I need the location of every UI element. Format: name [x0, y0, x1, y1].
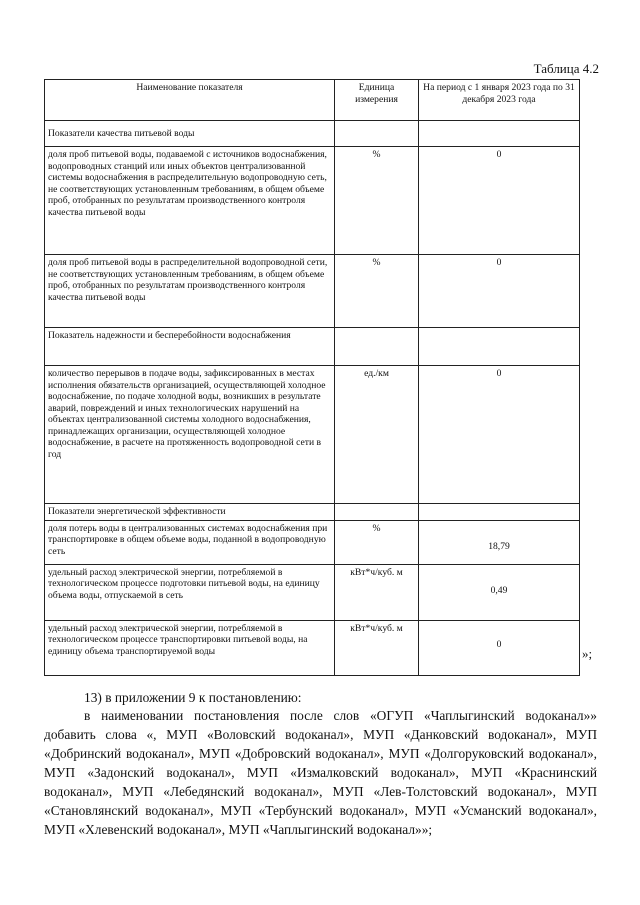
indicator-unit: кВт*ч/куб. м	[335, 564, 419, 620]
header-unit: Единица измерения	[335, 80, 419, 121]
item-paragraph: в наименовании постановления после слов «ОГУП «Чаплыгинский водоканал»» добавить слова «, МУП «Воловский водоканал», МУП «Данковский водоканал», МУП «Добринский водоканал», МУП «Добровский водоканал», МУП «Долгоруковский водоканал», МУП «Задонский водоканал», МУП «Измалковский водоканал», МУП «Краснинский водоканал», МУП «Лебедянский водоканал», МУП «Лев-Толстовский водоканал», МУП «Становлянский водоканал», МУП «Тербунский водоканал», МУП «Усманский водоканал», МУП «Хлевенский водоканал», МУП «Чаплыгинский водоканал»»;	[44, 708, 597, 837]
closing-quote-mark: »;	[582, 646, 593, 661]
table-caption: Таблица 4.2	[533, 61, 599, 76]
section-title-energy: Показатели энергетической эффективности	[45, 504, 335, 521]
indicator-value: 0	[419, 255, 580, 328]
indicator-value: 0,49	[419, 564, 580, 620]
section-title-quality: Показатели качества питьевой воды	[45, 121, 335, 147]
indicator-unit: кВт*ч/куб. м	[335, 620, 419, 675]
table-row	[45, 255, 580, 328]
header-period: На период с 1 января 2023 года по 31 декабря 2023 года	[419, 80, 580, 121]
indicator-unit: ед./км	[335, 366, 419, 504]
table-row	[45, 366, 580, 504]
indicator-value: 18,79	[419, 520, 580, 564]
table-row	[45, 147, 580, 255]
indicator-name: доля проб питьевой воды в распределительной водопроводной сети, не соответствующих установленным требованиям, в общем объеме проб, отобранных по результатам производственного контроля качества питьевой воды	[45, 255, 335, 328]
item-heading: 13) в приложении 9 к постановлению:	[84, 690, 302, 705]
table-row	[45, 520, 580, 564]
indicator-value: 0	[419, 366, 580, 504]
indicator-unit: %	[335, 147, 419, 255]
table-header-row	[45, 80, 580, 121]
header-indicator-name: Наименование показателя	[45, 80, 335, 121]
table-row	[45, 620, 580, 675]
table-row	[45, 564, 580, 620]
indicators-table	[44, 79, 580, 676]
indicator-name: доля проб питьевой воды, подаваемой с источников водоснабжения, водопроводных станций или иных объектов централизованной системы водоснабжения в распределительную водопроводную сеть, не соответствующих установленным требованиям, в общем объеме проб, отобранных по результатам производственного контроля качества питьевой воды	[45, 147, 335, 255]
section-title-reliability: Показатель надежности и бесперебойности водоснабжения	[45, 328, 335, 366]
section-row-reliability	[45, 328, 580, 366]
indicator-value: 0	[419, 147, 580, 255]
indicator-unit: %	[335, 520, 419, 564]
indicator-unit: %	[335, 255, 419, 328]
indicator-name: удельный расход электрической энергии, потребляемой в технологическом процессе подготовки питьевой воды, на единицу объема воды, отпускаемой в сеть	[45, 564, 335, 620]
section-row-energy	[45, 504, 580, 521]
indicator-value: 0	[419, 620, 580, 675]
indicator-name: доля потерь воды в централизованных системах водоснабжения при транспортировке в общем объеме воды, поданной в водопроводную сеть	[45, 520, 335, 564]
section-row-quality	[45, 121, 580, 147]
indicator-name: количество перерывов в подаче воды, зафиксированных в местах исполнения обязательств организацией, осуществляющей холодное водоснабжение, по подаче холодной воды, возникших в результате аварий, повреждений и иных технологических нарушений на объектах централизованной системы холодного водоснабжения, принадлежащих организации, осуществляющей холодное водоснабжение, в расчете на протяженность водопроводной сети в год	[45, 366, 335, 504]
indicator-name: удельный расход электрической энергии, потребляемой в технологическом процессе транспортировки питьевой воды, на единицу объема транспортируемой воды	[45, 620, 335, 675]
